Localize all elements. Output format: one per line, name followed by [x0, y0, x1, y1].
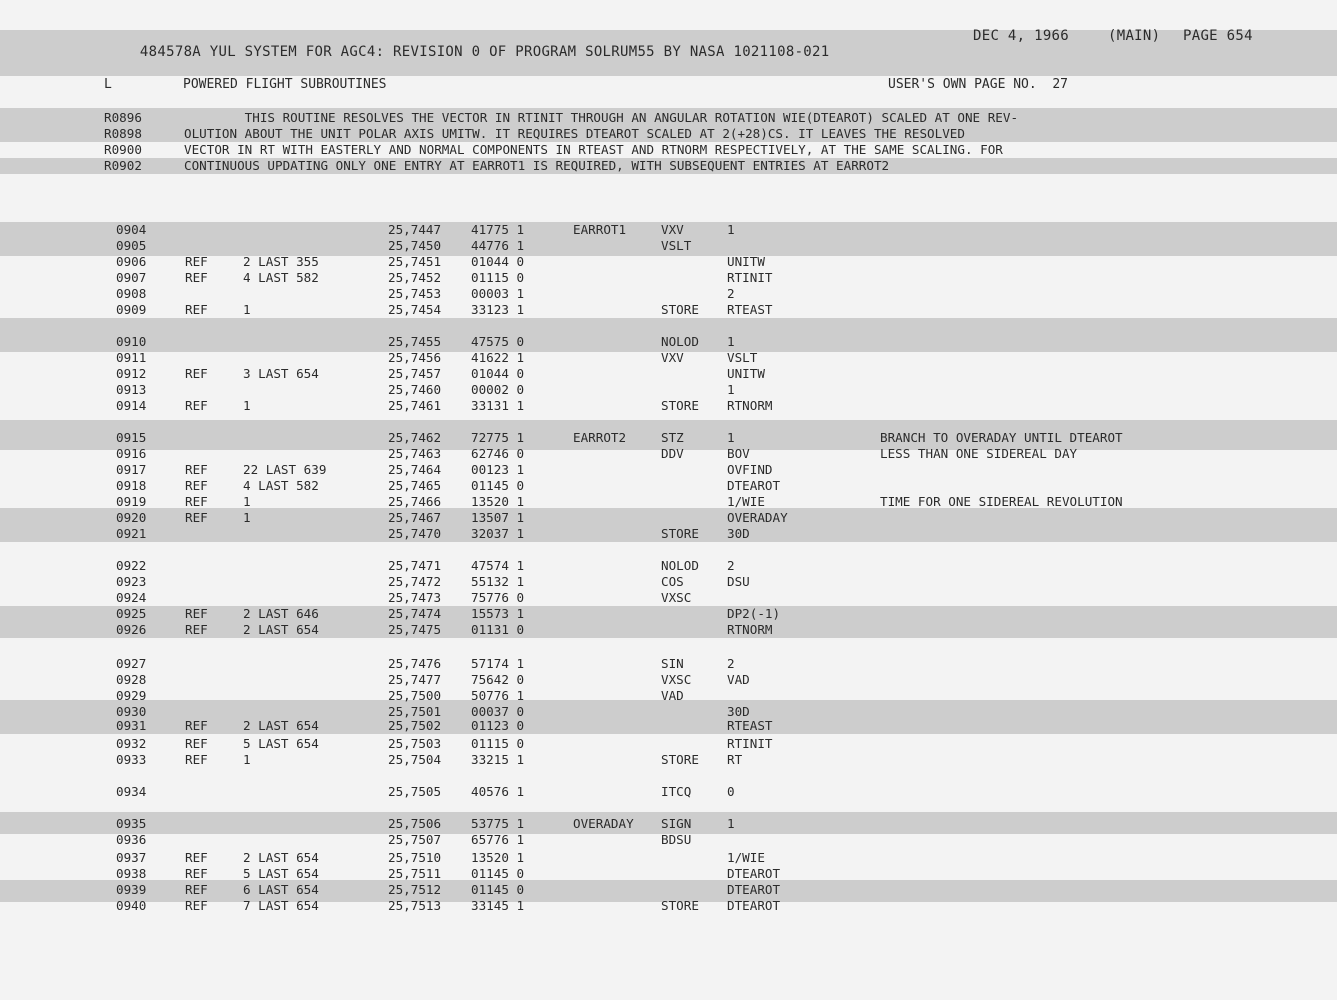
- address: 25,7504: [388, 752, 442, 767]
- address: 25,7451: [388, 254, 442, 269]
- operand: RT: [727, 752, 743, 767]
- octal-word: 72775 1: [471, 430, 525, 445]
- line-number: 0926: [116, 622, 147, 637]
- line-number: 0932: [116, 736, 147, 751]
- listing-row: [0, 238, 1337, 254]
- line-number: 0938: [116, 866, 147, 881]
- line-number: 0906: [116, 254, 147, 269]
- opcode: SIGN: [661, 816, 692, 831]
- address: 25,7502: [388, 718, 442, 733]
- ref-keyword: REF: [185, 622, 208, 637]
- octal-word: 13520 1: [471, 494, 525, 509]
- ref-keyword: REF: [185, 736, 208, 751]
- address: 25,7477: [388, 672, 442, 687]
- address: 25,7447: [388, 222, 442, 237]
- address: 25,7475: [388, 622, 442, 637]
- listing-row: [0, 494, 1337, 510]
- ref-detail: 22 LAST 639: [243, 462, 327, 477]
- listing-row: [0, 510, 1337, 526]
- listing-row: [0, 302, 1337, 318]
- opcode: VXV: [661, 222, 684, 237]
- remark-line: [104, 110, 1018, 125]
- address: 25,7454: [388, 302, 442, 317]
- octal-word: 75776 0: [471, 590, 525, 605]
- header-date: DEC 4, 1966: [973, 28, 1070, 44]
- address: 25,7464: [388, 462, 442, 477]
- opcode: STORE: [661, 302, 699, 317]
- operand: 1: [727, 430, 735, 445]
- address: 25,7500: [388, 688, 442, 703]
- listing-row: [0, 718, 1337, 734]
- opcode: COS: [661, 574, 684, 589]
- line-number: 0904: [116, 222, 147, 237]
- octal-word: 01131 0: [471, 622, 525, 637]
- line-number: 0916: [116, 446, 147, 461]
- operand: DTEAROT: [727, 866, 781, 881]
- ref-detail: 2 LAST 646: [243, 606, 319, 621]
- line-number: 0935: [116, 816, 147, 831]
- address: 25,7462: [388, 430, 442, 445]
- ref-detail: 2 LAST 355: [243, 254, 319, 269]
- ref-detail: 4 LAST 582: [243, 478, 319, 493]
- operand: 1: [727, 222, 735, 237]
- ref-detail: 2 LAST 654: [243, 622, 319, 637]
- ref-keyword: REF: [185, 254, 208, 269]
- listing-row: [0, 254, 1337, 270]
- line-number: 0923: [116, 574, 147, 589]
- octal-word: 00123 1: [471, 462, 525, 477]
- listing-row: [0, 590, 1337, 606]
- octal-word: 53775 1: [471, 816, 525, 831]
- address: 25,7456: [388, 350, 442, 365]
- line-number: 0920: [116, 510, 147, 525]
- line-number: 0934: [116, 784, 147, 799]
- ref-keyword: REF: [185, 478, 208, 493]
- listing-row: [0, 430, 1337, 446]
- operand: DSU: [727, 574, 750, 589]
- listing-row: [0, 286, 1337, 302]
- listing-row: [0, 850, 1337, 866]
- remark-line: [104, 142, 1003, 157]
- line-number: 0910: [116, 334, 147, 349]
- address: 25,7460: [388, 382, 442, 397]
- remark-id: R0900: [104, 142, 142, 157]
- operand: RTNORM: [727, 622, 773, 637]
- operand: VAD: [727, 672, 750, 687]
- listing-row: [0, 784, 1337, 800]
- listing-row: [0, 350, 1337, 366]
- listing-row: [0, 832, 1337, 848]
- address: 25,7507: [388, 832, 442, 847]
- operand: 1: [727, 334, 735, 349]
- line-number: 0918: [116, 478, 147, 493]
- line-number: 0913: [116, 382, 147, 397]
- address: 25,7503: [388, 736, 442, 751]
- opcode: VXV: [661, 350, 684, 365]
- address: 25,7476: [388, 656, 442, 671]
- line-number: 0917: [116, 462, 147, 477]
- address: 25,7453: [388, 286, 442, 301]
- operand: VSLT: [727, 350, 758, 365]
- operand: 1: [727, 382, 735, 397]
- octal-word: 01044 0: [471, 254, 525, 269]
- line-number: 0911: [116, 350, 147, 365]
- remark-line: [104, 126, 965, 141]
- line-number: 0919: [116, 494, 147, 509]
- listing-row: [0, 622, 1337, 638]
- octal-word: 33215 1: [471, 752, 525, 767]
- operand: 30D: [727, 704, 750, 719]
- line-number: 0928: [116, 672, 147, 687]
- octal-word: 55132 1: [471, 574, 525, 589]
- octal-word: 33145 1: [471, 898, 525, 913]
- address: 25,7463: [388, 446, 442, 461]
- ref-detail: 5 LAST 654: [243, 736, 319, 751]
- octal-word: 01123 0: [471, 718, 525, 733]
- opcode: VXSC: [661, 590, 692, 605]
- section-title: POWERED FLIGHT SUBROUTINES: [183, 77, 387, 92]
- line-number: 0909: [116, 302, 147, 317]
- line-number: 0924: [116, 590, 147, 605]
- operand: DTEAROT: [727, 478, 781, 493]
- listing-row: [0, 222, 1337, 238]
- comment: BRANCH TO OVERADAY UNTIL DTEAROT: [880, 430, 1123, 445]
- octal-word: 01044 0: [471, 366, 525, 381]
- line-number: 0930: [116, 704, 147, 719]
- operand: DTEAROT: [727, 898, 781, 913]
- address: 25,7465: [388, 478, 442, 493]
- octal-word: 01115 0: [471, 270, 525, 285]
- listing-row: [0, 672, 1337, 688]
- ref-keyword: REF: [185, 398, 208, 413]
- opcode: STZ: [661, 430, 684, 445]
- address: 25,7513: [388, 898, 442, 913]
- listing-row: [0, 366, 1337, 382]
- listing-row: [0, 398, 1337, 414]
- ref-keyword: REF: [185, 850, 208, 865]
- ref-detail: 1: [243, 494, 251, 509]
- opcode: STORE: [661, 398, 699, 413]
- address: 25,7455: [388, 334, 442, 349]
- remark-id: R0896: [104, 110, 142, 125]
- address: 25,7457: [388, 366, 442, 381]
- opcode: VXSC: [661, 672, 692, 687]
- address: 25,7473: [388, 590, 442, 605]
- listing-row: [0, 446, 1337, 462]
- opcode: VAD: [661, 688, 684, 703]
- address: 25,7501: [388, 704, 442, 719]
- address: 25,7511: [388, 866, 442, 881]
- ref-detail: 2 LAST 654: [243, 850, 319, 865]
- address: 25,7466: [388, 494, 442, 509]
- line-number: 0908: [116, 286, 147, 301]
- operand: UNITW: [727, 254, 765, 269]
- ref-keyword: REF: [185, 898, 208, 913]
- header-page-number: PAGE 654: [1183, 28, 1253, 44]
- listing-row: [0, 478, 1337, 494]
- line-number: 0925: [116, 606, 147, 621]
- listing-row: [0, 866, 1337, 882]
- ref-keyword: REF: [185, 752, 208, 767]
- operand: 2: [727, 558, 735, 573]
- operand: 1/WIE: [727, 850, 765, 865]
- octal-word: 62746 0: [471, 446, 525, 461]
- listing-row: [0, 816, 1337, 832]
- octal-word: 00037 0: [471, 704, 525, 719]
- label: EARROT1: [573, 222, 627, 237]
- octal-word: 33131 1: [471, 398, 525, 413]
- header-title: 484578A YUL SYSTEM FOR AGC4: REVISION 0 OF PROGRAM SOLRUM55 BY NASA 1021108-021: [139, 44, 830, 60]
- operand: 2: [727, 656, 735, 671]
- address: 25,7470: [388, 526, 442, 541]
- opcode: VSLT: [661, 238, 692, 253]
- ref-detail: 1: [243, 752, 251, 767]
- octal-word: 01115 0: [471, 736, 525, 751]
- listing-row: [0, 558, 1337, 574]
- ref-detail: 1: [243, 302, 251, 317]
- address: 25,7450: [388, 238, 442, 253]
- listing-row: [0, 574, 1337, 590]
- ref-keyword: REF: [185, 494, 208, 509]
- ref-keyword: REF: [185, 606, 208, 621]
- ref-keyword: REF: [185, 718, 208, 733]
- ref-keyword: REF: [185, 270, 208, 285]
- opcode: STORE: [661, 752, 699, 767]
- octal-word: 75642 0: [471, 672, 525, 687]
- ref-detail: 6 LAST 654: [243, 882, 319, 897]
- octal-word: 33123 1: [471, 302, 525, 317]
- octal-word: 01145 0: [471, 882, 525, 897]
- ref-keyword: REF: [185, 882, 208, 897]
- octal-word: 01145 0: [471, 478, 525, 493]
- octal-word: 00003 1: [471, 286, 525, 301]
- ref-keyword: REF: [185, 302, 208, 317]
- octal-word: 15573 1: [471, 606, 525, 621]
- octal-word: 01145 0: [471, 866, 525, 881]
- line-number: 0912: [116, 366, 147, 381]
- operand: RTINIT: [727, 270, 773, 285]
- operand: RTNORM: [727, 398, 773, 413]
- ref-keyword: REF: [185, 366, 208, 381]
- octal-word: 50776 1: [471, 688, 525, 703]
- operand: 2: [727, 286, 735, 301]
- octal-word: 57174 1: [471, 656, 525, 671]
- operand: 0: [727, 784, 735, 799]
- comment: LESS THAN ONE SIDEREAL DAY: [880, 446, 1078, 461]
- remark-line: [104, 158, 889, 173]
- opcode: STORE: [661, 898, 699, 913]
- listing-row: [0, 334, 1337, 350]
- remark-text: VECTOR IN RT WITH EASTERLY AND NORMAL COMPONENTS IN RTEAST AND RTNORM RESPECTIVELY, AT THE SAME SCALING. FOR: [184, 142, 1003, 157]
- line-number: 0927: [116, 656, 147, 671]
- log-marker: L: [104, 77, 112, 92]
- ref-detail: 4 LAST 582: [243, 270, 319, 285]
- line-number: 0937: [116, 850, 147, 865]
- ref-keyword: REF: [185, 866, 208, 881]
- ref-detail: 1: [243, 398, 251, 413]
- label: OVERADAY: [573, 816, 634, 831]
- line-number: 0931: [116, 718, 147, 733]
- listing-row: [0, 382, 1337, 398]
- operand: UNITW: [727, 366, 765, 381]
- octal-word: 65776 1: [471, 832, 525, 847]
- opcode: ITCQ: [661, 784, 692, 799]
- line-number: 0907: [116, 270, 147, 285]
- ref-keyword: REF: [185, 510, 208, 525]
- operand: DTEAROT: [727, 882, 781, 897]
- address: 25,7461: [388, 398, 442, 413]
- operand: OVFIND: [727, 462, 773, 477]
- ref-detail: 1: [243, 510, 251, 525]
- operand: 30D: [727, 526, 750, 541]
- line-number: 0929: [116, 688, 147, 703]
- line-number: 0936: [116, 832, 147, 847]
- line-number: 0939: [116, 882, 147, 897]
- user-page-number: USER'S OWN PAGE NO. 27: [888, 77, 1069, 92]
- remark-text: CONTINUOUS UPDATING ONLY ONE ENTRY AT EARROT1 IS REQUIRED, WITH SUBSEQUENT ENTRIES AT EARROT2: [184, 158, 890, 173]
- operand: 1: [727, 816, 735, 831]
- operand: DP2(-1): [727, 606, 781, 621]
- octal-word: 41775 1: [471, 222, 525, 237]
- ref-detail: 3 LAST 654: [243, 366, 319, 381]
- opcode: NOLOD: [661, 334, 699, 349]
- listing-row: [0, 882, 1337, 898]
- address: 25,7467: [388, 510, 442, 525]
- remark-text: OLUTION ABOUT THE UNIT POLAR AXIS UMITW. IT REQUIRES DTEAROT SCALED AT 2(+28)CS. IT LEAVES THE RESOLVED: [184, 126, 965, 141]
- header-main: (MAIN): [1108, 28, 1161, 44]
- line-number: 0940: [116, 898, 147, 913]
- opcode: NOLOD: [661, 558, 699, 573]
- line-number: 0905: [116, 238, 147, 253]
- octal-word: 44776 1: [471, 238, 525, 253]
- operand: OVERADAY: [727, 510, 788, 525]
- octal-word: 40576 1: [471, 784, 525, 799]
- line-number: 0921: [116, 526, 147, 541]
- line-number: 0933: [116, 752, 147, 767]
- line-number: 0915: [116, 430, 147, 445]
- octal-word: 00002 0: [471, 382, 525, 397]
- address: 25,7472: [388, 574, 442, 589]
- listing-row: [0, 898, 1337, 914]
- octal-word: 41622 1: [471, 350, 525, 365]
- operand: RTEAST: [727, 718, 773, 733]
- address: 25,7452: [388, 270, 442, 285]
- listing-row: [0, 688, 1337, 704]
- octal-word: 32037 1: [471, 526, 525, 541]
- listing-row: [0, 606, 1337, 622]
- address: 25,7471: [388, 558, 442, 573]
- address: 25,7506: [388, 816, 442, 831]
- listing-row: [0, 736, 1337, 752]
- opcode: DDV: [661, 446, 684, 461]
- ref-keyword: REF: [185, 462, 208, 477]
- ref-detail: 2 LAST 654: [243, 718, 319, 733]
- address: 25,7512: [388, 882, 442, 897]
- octal-word: 47575 0: [471, 334, 525, 349]
- octal-word: 13507 1: [471, 510, 525, 525]
- line-number: 0914: [116, 398, 147, 413]
- line-number: 0922: [116, 558, 147, 573]
- address: 25,7474: [388, 606, 442, 621]
- operand: BOV: [727, 446, 750, 461]
- opcode: SIN: [661, 656, 684, 671]
- opcode: STORE: [661, 526, 699, 541]
- listing-row: [0, 656, 1337, 672]
- address: 25,7510: [388, 850, 442, 865]
- remark-id: R0898: [104, 126, 142, 141]
- octal-word: 47574 1: [471, 558, 525, 573]
- listing-row: [0, 462, 1337, 478]
- octal-word: 13520 1: [471, 850, 525, 865]
- remark-text: THIS ROUTINE RESOLVES THE VECTOR IN RTINIT THROUGH AN ANGULAR ROTATION WIE(DTEAROT) SCALED AT ONE REV-: [184, 110, 1019, 125]
- operand: RTINIT: [727, 736, 773, 751]
- ref-detail: 5 LAST 654: [243, 866, 319, 881]
- listing-row: [0, 752, 1337, 768]
- operand: 1/WIE: [727, 494, 765, 509]
- comment: TIME FOR ONE SIDEREAL REVOLUTION: [880, 494, 1123, 509]
- opcode: BDSU: [661, 832, 692, 847]
- label: EARROT2: [573, 430, 627, 445]
- listing-row: [0, 270, 1337, 286]
- address: 25,7505: [388, 784, 442, 799]
- remark-id: R0902: [104, 158, 142, 173]
- listing-row: [0, 526, 1337, 542]
- operand: RTEAST: [727, 302, 773, 317]
- ref-detail: 7 LAST 654: [243, 898, 319, 913]
